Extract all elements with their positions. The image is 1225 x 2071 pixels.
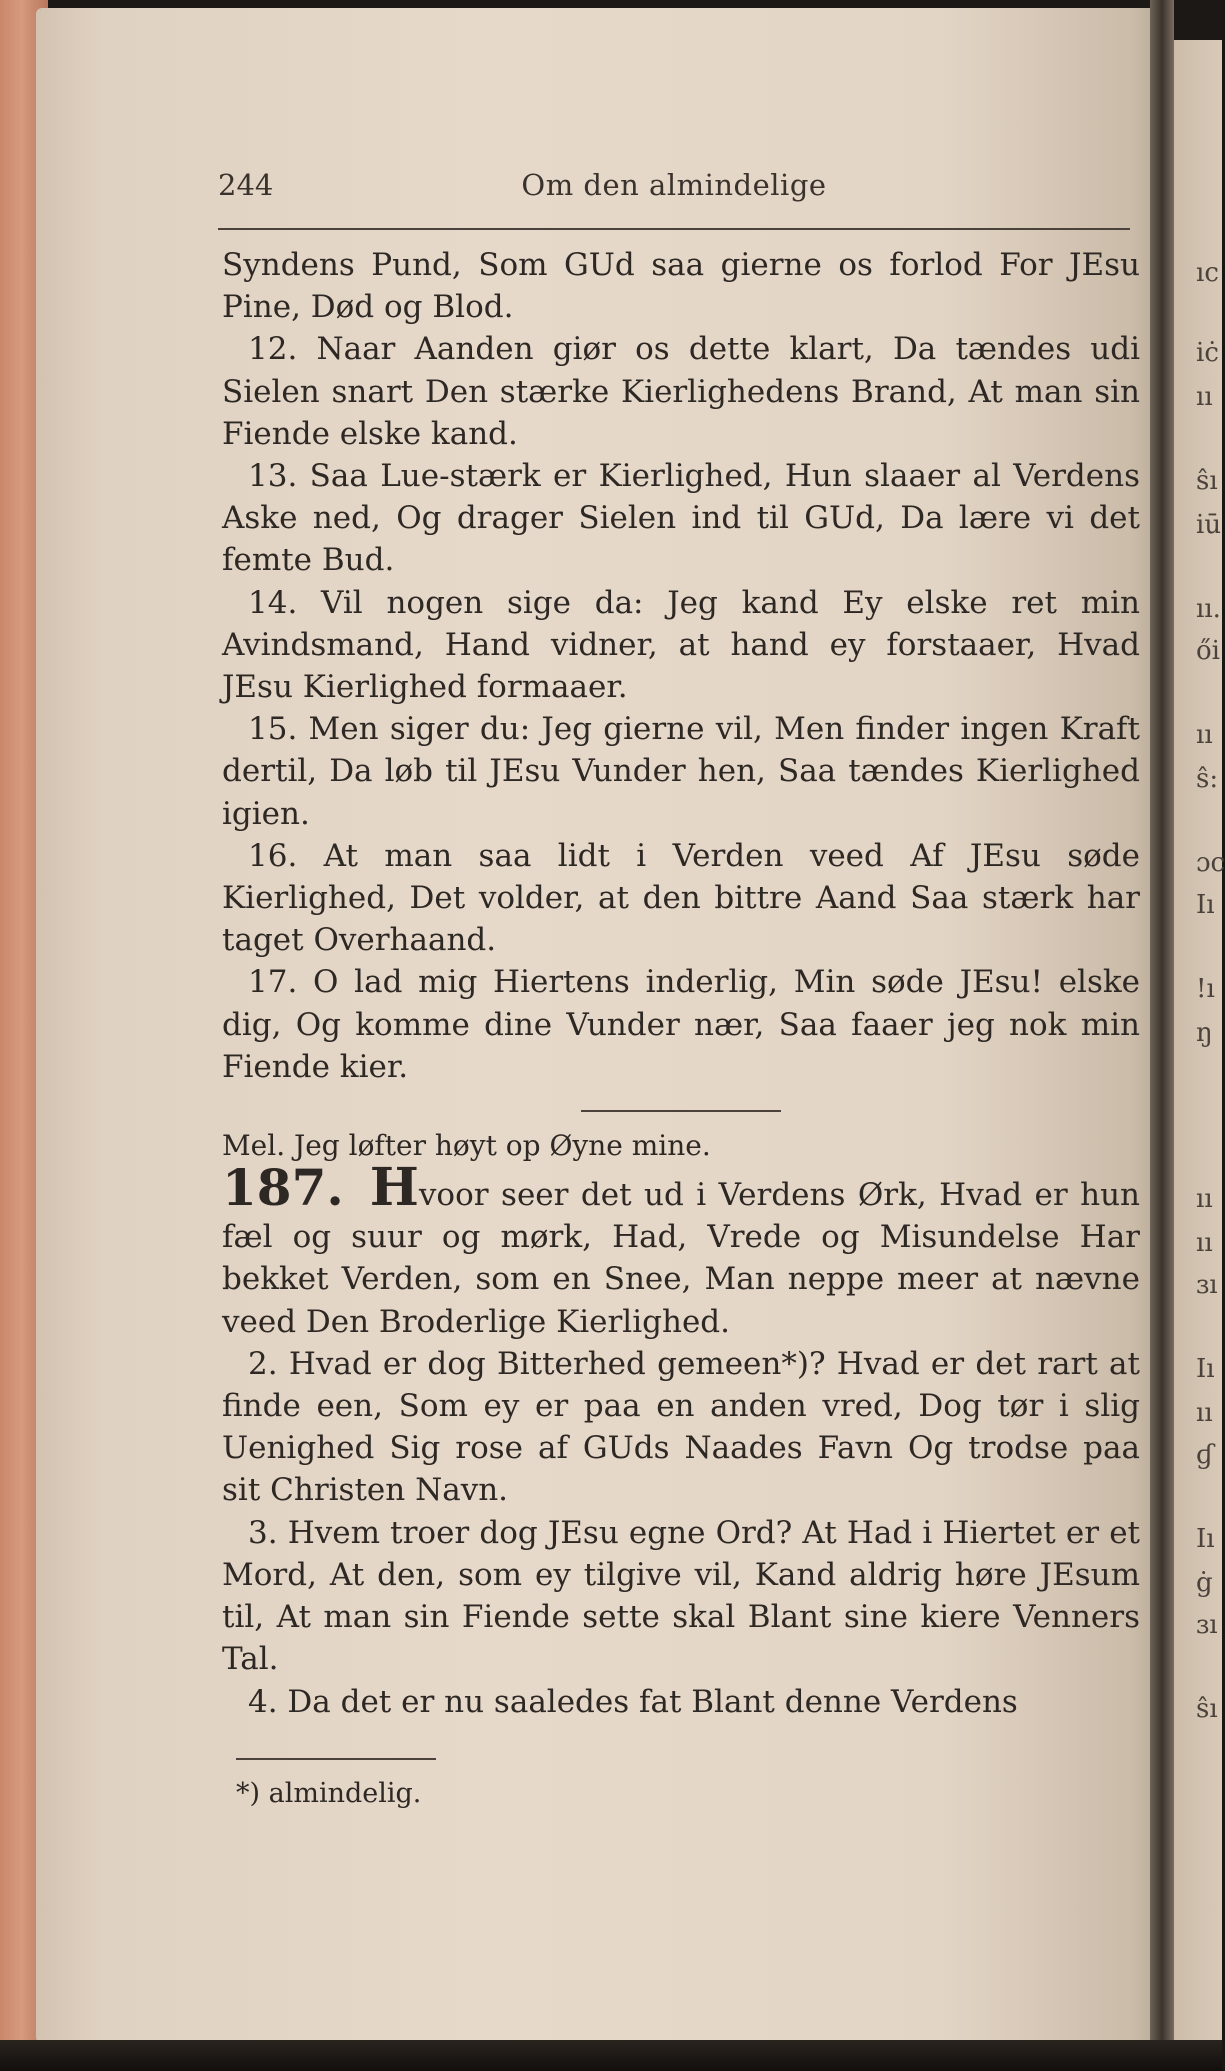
verse-16: 16. At man saa lidt i Verden veed Af JEsu søde Kierlighed, Det volder, at den bittre Aand Saa stærk har taget Overhaand. xyxy=(222,837,1140,959)
running-head: Om den almindelige xyxy=(521,168,827,202)
section-divider xyxy=(581,1110,781,1112)
book-bottom-shadow xyxy=(0,2040,1222,2071)
drop-initial: H xyxy=(369,1157,419,1219)
adjacent-page-fragment: ɜı xyxy=(1196,1270,1218,1300)
adjacent-page-fragment: ői xyxy=(1196,636,1220,666)
adjacent-page-fragment: ıı xyxy=(1196,1184,1213,1214)
book-gutter xyxy=(1150,0,1174,2071)
header-rule xyxy=(218,228,1130,230)
page-number: 244 xyxy=(218,168,274,202)
adjacent-page-fragment: ıı. xyxy=(1196,594,1221,624)
adjacent-page-fragment: ŝı xyxy=(1196,1694,1218,1724)
verse-17: 17. O lad mig Hiertens inderlig, Min søde JEsu! elske dig, Og komme dine Vunder nær, Saa faaer jeg nok min Fiende kier. xyxy=(222,964,1140,1085)
adjacent-page-fragment: Iı xyxy=(1196,1524,1215,1554)
verse-14: 14. Vil nogen sige da: Jeg kand Ey elske ret min Avindsmand, Hand vidner, at hand ey forstaaer, Hvad JEsu Kierlighed formaaer. xyxy=(222,584,1140,706)
adjacent-page-fragment: ıı xyxy=(1196,1398,1213,1428)
hymn-first-verse xyxy=(222,1157,1140,1343)
adjacent-page-fragment: ŝı xyxy=(1196,466,1218,496)
page-body xyxy=(222,244,1140,1723)
continuation-paragraph: Syndens Pund, Som GUd saa gierne os forlod For JEsu Pine, Død og Blod. xyxy=(222,247,1140,326)
adjacent-page-fragment: ŝ: xyxy=(1196,764,1219,794)
adjacent-page-fragment: ıı xyxy=(1196,1228,1213,1258)
adjacent-page-fragment: ıı xyxy=(1196,382,1213,412)
verse-13: 13. Saa Lue-stærk er Kierlighed, Hun slaaer al Verdens Aske ned, Og drager Sielen ind til GUd, Da lære vi det femte Bud. xyxy=(222,458,1140,579)
hymn-number: 187. xyxy=(222,1158,344,1218)
melody-line: Mel. Jeg løfter høyt op Øyne mine. xyxy=(222,1129,711,1163)
footnote-rule xyxy=(236,1758,436,1760)
adjacent-page-fragment: ɜı xyxy=(1196,1610,1218,1640)
adjacent-page-fragment: ġ xyxy=(1196,1568,1213,1598)
adjacent-page-fragment: ŋ xyxy=(1196,1018,1213,1048)
adjacent-page-fragment: iċ xyxy=(1196,338,1219,368)
page-header xyxy=(218,168,1130,212)
adjacent-page-fragment: Iı xyxy=(1196,1354,1215,1384)
verse-15: 15. Men siger du: Jeg gierne vil, Men finder ingen Kraft dertil, Da løb til JEsu Vunder hen, Saa tændes Kierlighed igien. xyxy=(222,711,1140,832)
adjacent-page-fragment: ıc xyxy=(1196,258,1219,288)
adjacent-page-fragment: ɠ xyxy=(1196,1440,1214,1470)
adjacent-page-fragment: ıı xyxy=(1196,720,1213,750)
verse-12: 12. Naar Aanden giør os dette klart, Da tændes udi Sielen snart Den stærke Kierlighedens Brand, At man sin Fiende elske kand. xyxy=(222,331,1140,452)
footnote: *) almindelig. xyxy=(236,1778,422,1809)
hymn-verse-2: 2. Hvad er dog Bitterhed gemeen*)? Hvad er det rart at finde een, Som ey er paa en anden vred, Dog tør i slig Uenighed Sig rose af GUds Naades Favn Og trodse paa sit Christen Navn. xyxy=(222,1345,1140,1509)
hymn-verse-4: 4. Da det er nu saaledes fat Blant denne Verdens xyxy=(248,1683,1018,1720)
hymn-first-verse-text: voor seer det ud i Verdens Ørk, Hvad er hun fæl og suur og mørk, Had, Vrede og Misundelse Har bekket Verden, som en Snee, Man neppe meer at nævne veed Den Broderlige Kierlighed. xyxy=(222,1177,1140,1340)
hymn-verse-3: 3. Hvem troer dog JEsu egne Ord? At Had i Hiertet er et Mord, At den, som ey tilgive vil, Kand aldrig høre JEsum til, At man sin Fiende sette skal Blant sine kiere Venners Tal. xyxy=(222,1514,1140,1678)
adjacent-page-fragment: Iı xyxy=(1196,890,1215,920)
adjacent-page-fragment: ɔc xyxy=(1196,848,1225,878)
adjacent-page-fragment: iū xyxy=(1196,510,1222,540)
adjacent-page-fragment: !ı xyxy=(1196,974,1215,1004)
